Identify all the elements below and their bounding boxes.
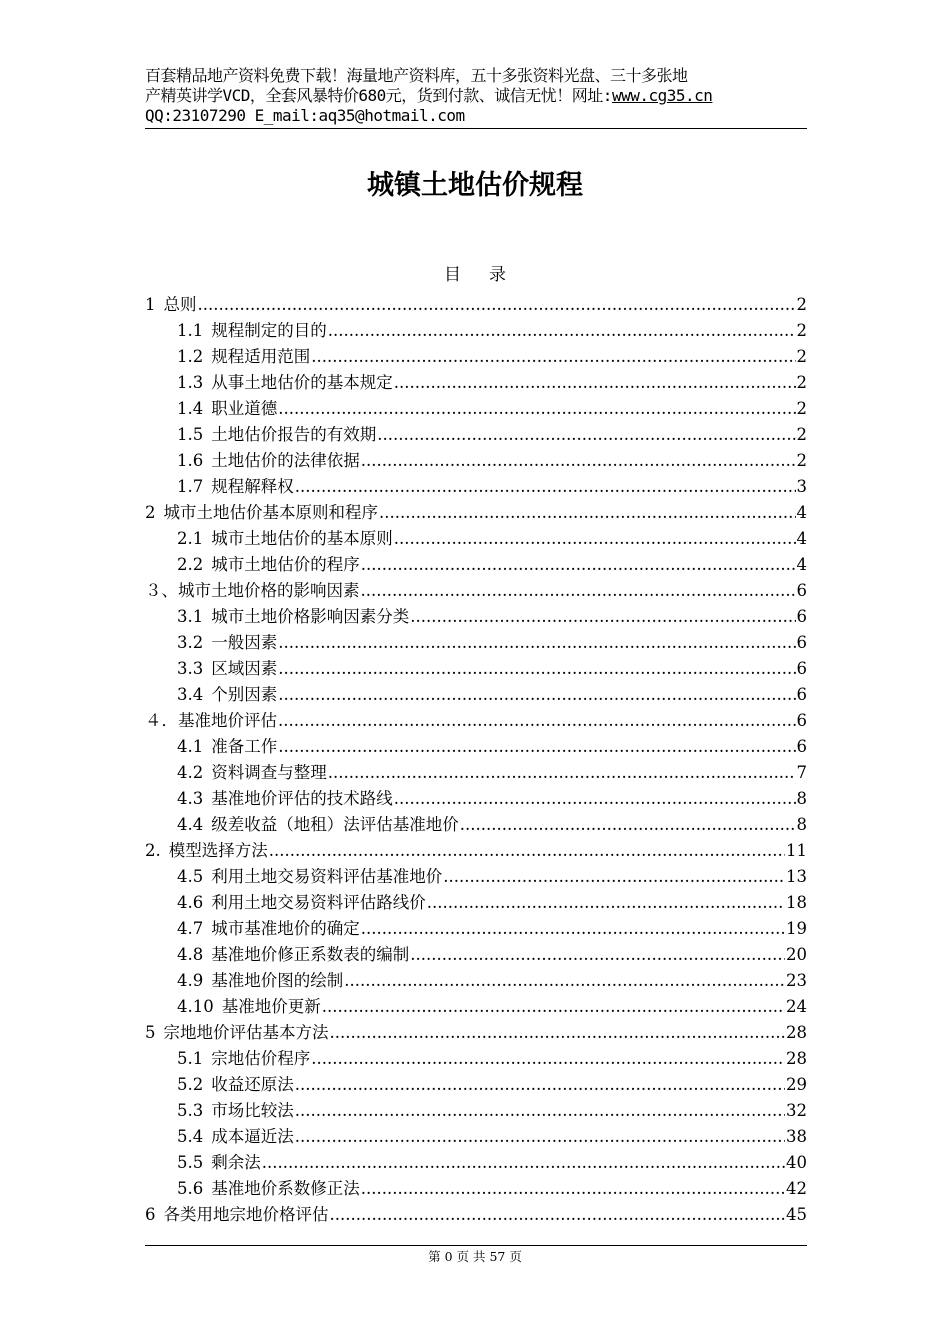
toc-entry[interactable] bbox=[145, 1121, 807, 1147]
toc-entry-number: 2 bbox=[145, 503, 156, 522]
toc-entry-label: 基准地价评估的技术路线 bbox=[211, 789, 393, 808]
toc-dot-leader bbox=[394, 373, 796, 393]
toc-entry[interactable] bbox=[145, 471, 807, 497]
toc-entry-page: 38 bbox=[786, 1127, 807, 1146]
toc-entry-number: 5.1 bbox=[177, 1049, 204, 1068]
toc-entry[interactable] bbox=[145, 315, 807, 341]
toc-entry-page: 2 bbox=[796, 373, 807, 392]
toc-entry[interactable] bbox=[145, 679, 807, 705]
toc-entry[interactable] bbox=[145, 705, 807, 731]
toc-entry-label: 剩余法 bbox=[211, 1153, 261, 1172]
toc-entry-number: 1.6 bbox=[177, 451, 204, 470]
toc-entry-label: 城市基准地价的确定 bbox=[211, 919, 360, 938]
toc-entry-label: 土地估价报告的有效期 bbox=[211, 425, 377, 444]
toc-dot-leader bbox=[295, 1101, 785, 1121]
toc-entry-label: 区域因素 bbox=[211, 659, 278, 678]
toc-entry-number: 4.4 bbox=[177, 815, 204, 834]
toc-entry[interactable] bbox=[145, 497, 807, 523]
toc-entry-number: 1.7 bbox=[177, 477, 204, 496]
toc-entry-page: 4 bbox=[796, 555, 807, 574]
toc-dot-leader bbox=[328, 763, 796, 783]
toc-entry-label: 准备工作 bbox=[211, 737, 278, 756]
toc-entry-label: 各类用地宗地价格评估 bbox=[163, 1205, 329, 1224]
toc-entry-label: 城市土地价格影响因素分类 bbox=[211, 607, 410, 626]
toc-entry-page: 4 bbox=[796, 529, 807, 548]
toc-dot-leader bbox=[278, 399, 795, 419]
toc-entry-number: 5 bbox=[145, 1023, 156, 1042]
toc-entry[interactable] bbox=[145, 731, 807, 757]
toc-dot-leader bbox=[344, 971, 785, 991]
toc-entry-number: 2. bbox=[145, 841, 161, 860]
table-of-contents bbox=[145, 289, 807, 1225]
toc-entry-label: 规程制定的目的 bbox=[211, 321, 327, 340]
toc-entry-page: 8 bbox=[796, 815, 807, 834]
toc-dot-leader bbox=[427, 893, 785, 913]
header-line-2 bbox=[145, 86, 807, 106]
toc-entry-label: 个别因素 bbox=[211, 685, 278, 704]
toc-dot-leader bbox=[361, 555, 796, 575]
header-line-1: 百套精品地产资料免费下载！海量地产资料库，五十多张资料光盘、三十多张地 bbox=[145, 66, 688, 85]
toc-entry-label: 宗地地价评估基本方法 bbox=[163, 1023, 329, 1042]
toc-dot-leader bbox=[269, 841, 785, 861]
toc-entry-page: 3 bbox=[796, 477, 807, 496]
toc-entry-label: 城市土地估价的基本原则 bbox=[211, 529, 393, 548]
toc-dot-leader bbox=[361, 1179, 785, 1199]
toc-entry[interactable] bbox=[145, 809, 807, 835]
toc-entry-page: 6 bbox=[796, 737, 807, 756]
toc-dot-leader bbox=[377, 425, 795, 445]
toc-entry[interactable] bbox=[145, 913, 807, 939]
toc-dot-leader bbox=[278, 659, 795, 679]
toc-entry-label: 城市土地估价基本原则和程序 bbox=[163, 503, 378, 522]
toc-entry-label: 规程适用范围 bbox=[211, 347, 311, 366]
toc-entry-label: 级差收益（地租）法评估基准地价 bbox=[211, 815, 459, 834]
toc-entry-label: 基准地价系数修正法 bbox=[211, 1179, 360, 1198]
toc-entry[interactable] bbox=[145, 887, 807, 913]
toc-entry[interactable] bbox=[145, 757, 807, 783]
toc-dot-leader bbox=[311, 1049, 785, 1069]
toc-entry-page: 6 bbox=[796, 711, 807, 730]
toc-entry-label: 市场比较法 bbox=[211, 1101, 294, 1120]
toc-entry-label: 从事土地估价的基本规定 bbox=[211, 373, 393, 392]
toc-entry-page: 2 bbox=[796, 425, 807, 444]
toc-entry-label: 利用土地交易资料评估路线价 bbox=[211, 893, 426, 912]
toc-entry-number: 3.2 bbox=[177, 633, 204, 652]
toc-entry-page: 2 bbox=[796, 295, 807, 314]
toc-entry-label: 利用土地交易资料评估基准地价 bbox=[211, 867, 443, 886]
toc-entry-page: 4 bbox=[796, 503, 807, 522]
toc-entry-number: 4.2 bbox=[177, 763, 204, 782]
toc-entry-number: 2.1 bbox=[177, 529, 204, 548]
toc-dot-leader bbox=[394, 789, 796, 809]
toc-entry[interactable] bbox=[145, 393, 807, 419]
toc-entry[interactable] bbox=[145, 991, 807, 1017]
toc-dot-leader bbox=[322, 997, 785, 1017]
toc-entry-number: 4.10 bbox=[177, 997, 214, 1016]
document-title: 城镇土地估价规程 bbox=[367, 170, 583, 201]
toc-entry-label: 成本逼近法 bbox=[211, 1127, 294, 1146]
toc-entry-number: 2.2 bbox=[177, 555, 204, 574]
toc-entry-page: 45 bbox=[786, 1205, 807, 1224]
toc-entry-number: 1 bbox=[145, 295, 156, 314]
toc-dot-leader bbox=[330, 1205, 786, 1225]
toc-dot-leader bbox=[330, 1023, 786, 1043]
toc-entry-page: 23 bbox=[786, 971, 807, 990]
toc-dot-leader bbox=[278, 737, 795, 757]
toc-entry-page: 2 bbox=[796, 321, 807, 340]
toc-entry-label: 基准地价修正系数表的编制 bbox=[211, 945, 410, 964]
toc-entry-number: 5.2 bbox=[177, 1075, 204, 1094]
toc-dot-leader bbox=[278, 685, 795, 705]
toc-entry-label: 城市土地估价的程序 bbox=[211, 555, 360, 574]
toc-dot-leader bbox=[379, 503, 796, 523]
toc-dot-leader bbox=[410, 607, 795, 627]
toc-entry-label: 职业道德 bbox=[211, 399, 278, 418]
toc-entry-number: 1.4 bbox=[177, 399, 204, 418]
toc-dot-leader bbox=[262, 1153, 785, 1173]
toc-dot-leader bbox=[328, 321, 796, 341]
toc-entry-number: 1.3 bbox=[177, 373, 204, 392]
toc-entry[interactable] bbox=[145, 653, 807, 679]
toc-entry[interactable] bbox=[145, 627, 807, 653]
toc-entry-page: 19 bbox=[786, 919, 807, 938]
toc-entry-label: 土地估价的法律依据 bbox=[211, 451, 360, 470]
toc-entry-page: 42 bbox=[786, 1179, 807, 1198]
toc-entry[interactable] bbox=[145, 601, 807, 627]
toc-entry-number: 1.1 bbox=[177, 321, 204, 340]
toc-entry-label: 城市土地价格的影响因素 bbox=[178, 581, 360, 600]
toc-dot-leader bbox=[443, 867, 785, 887]
toc-entry-number: 4.8 bbox=[177, 945, 204, 964]
toc-entry-number: 4.3 bbox=[177, 789, 204, 808]
toc-entry[interactable] bbox=[145, 445, 807, 471]
toc-entry-number: 4.7 bbox=[177, 919, 204, 938]
toc-entry-number: 3.1 bbox=[177, 607, 204, 626]
toc-entry[interactable] bbox=[145, 419, 807, 445]
toc-dot-leader bbox=[295, 477, 796, 497]
toc-entry-number: 4.1 bbox=[177, 737, 204, 756]
toc-entry-number: 3.4 bbox=[177, 685, 204, 704]
toc-entry[interactable] bbox=[145, 939, 807, 965]
toc-entry-page: 6 bbox=[796, 659, 807, 678]
toc-entry-page: 7 bbox=[796, 763, 807, 782]
toc-entry-page: 24 bbox=[786, 997, 807, 1016]
toc-entry-number: ３、 bbox=[145, 581, 178, 600]
toc-dot-leader bbox=[361, 919, 785, 939]
toc-heading-char-1: 目 bbox=[444, 265, 461, 285]
toc-entry[interactable] bbox=[145, 783, 807, 809]
toc-entry[interactable] bbox=[145, 575, 807, 601]
header-line-3: QQ:23107290 E_mail:aq35@hotmail.com bbox=[145, 106, 465, 125]
toc-entry-label: 宗地估价程序 bbox=[211, 1049, 311, 1068]
toc-entry-page: 20 bbox=[786, 945, 807, 964]
toc-entry[interactable] bbox=[145, 965, 807, 991]
toc-entry-number: 4.6 bbox=[177, 893, 204, 912]
toc-entry-page: 2 bbox=[796, 347, 807, 366]
toc-entry[interactable] bbox=[145, 549, 807, 575]
toc-dot-leader bbox=[361, 451, 796, 471]
toc-entry-number: 4.5 bbox=[177, 867, 204, 886]
toc-entry[interactable] bbox=[145, 1173, 807, 1199]
toc-entry-label: 资料调查与整理 bbox=[211, 763, 327, 782]
toc-entry-number: 3.3 bbox=[177, 659, 204, 678]
toc-dot-leader bbox=[361, 581, 796, 601]
toc-entry-page: 6 bbox=[796, 607, 807, 626]
toc-entry-page: 28 bbox=[786, 1023, 807, 1042]
toc-dot-leader bbox=[460, 815, 796, 835]
toc-heading-char-2: 录 bbox=[489, 265, 506, 285]
header-line-2-text: 产精英讲学VCD，全套风暴特价680元，货到付款、诚信无忧！网址: bbox=[145, 86, 612, 105]
toc-dot-leader bbox=[394, 529, 796, 549]
toc-entry[interactable] bbox=[145, 1095, 807, 1121]
toc-entry[interactable] bbox=[145, 1147, 807, 1173]
toc-entry-page: 2 bbox=[796, 399, 807, 418]
toc-entry-label: 一般因素 bbox=[211, 633, 278, 652]
toc-entry-label: 模型选择方法 bbox=[168, 841, 268, 860]
website-link[interactable]: www.cg35.cn bbox=[611, 86, 713, 105]
toc-entry[interactable] bbox=[145, 1043, 807, 1069]
toc-entry-page: 6 bbox=[796, 685, 807, 704]
toc-entry-number: 5.4 bbox=[177, 1127, 204, 1146]
toc-entry[interactable] bbox=[145, 1017, 807, 1043]
toc-entry-number: 5.5 bbox=[177, 1153, 204, 1172]
toc-entry-page: 6 bbox=[796, 633, 807, 652]
toc-entry-page: 13 bbox=[786, 867, 807, 886]
toc-entry-number: 1.2 bbox=[177, 347, 204, 366]
toc-entry-page: 11 bbox=[786, 841, 807, 860]
toc-entry[interactable] bbox=[145, 341, 807, 367]
toc-entry[interactable] bbox=[145, 861, 807, 887]
toc-entry-label: 基准地价图的绘制 bbox=[211, 971, 344, 990]
toc-entry-page: 28 bbox=[786, 1049, 807, 1068]
toc-entry[interactable] bbox=[145, 523, 807, 549]
toc-entry-number: 5.6 bbox=[177, 1179, 204, 1198]
toc-entry-page: 2 bbox=[796, 451, 807, 470]
toc-entry-label: 总则 bbox=[163, 295, 197, 314]
toc-entry-page: 40 bbox=[786, 1153, 807, 1172]
toc-entry-number: 1.5 bbox=[177, 425, 204, 444]
toc-entry[interactable] bbox=[145, 367, 807, 393]
toc-entry-page: 18 bbox=[786, 893, 807, 912]
toc-dot-leader bbox=[410, 945, 785, 965]
toc-heading bbox=[0, 264, 950, 286]
toc-entry-label: 基准地价评估 bbox=[178, 711, 277, 730]
footer-divider bbox=[145, 1245, 807, 1246]
toc-entry-page: 29 bbox=[786, 1075, 807, 1094]
toc-entry[interactable] bbox=[145, 835, 807, 861]
toc-entry-number: ４． bbox=[145, 711, 178, 730]
toc-dot-leader bbox=[295, 1127, 785, 1147]
toc-dot-leader bbox=[295, 1075, 785, 1095]
page-footer: 第 0 页 共 57 页 bbox=[428, 1249, 522, 1264]
toc-dot-leader bbox=[278, 711, 796, 731]
toc-entry-label: 基准地价更新 bbox=[221, 997, 321, 1016]
toc-entry-page: 8 bbox=[796, 789, 807, 808]
toc-dot-leader bbox=[198, 295, 796, 315]
toc-entry-label: 收益还原法 bbox=[211, 1075, 294, 1094]
toc-entry[interactable] bbox=[145, 289, 807, 315]
toc-dot-leader bbox=[311, 347, 795, 367]
toc-entry[interactable] bbox=[145, 1069, 807, 1095]
toc-entry-label: 规程解释权 bbox=[211, 477, 294, 496]
toc-entry-number: 6 bbox=[145, 1205, 156, 1224]
toc-entry-page: 6 bbox=[796, 581, 807, 600]
toc-entry-page: 32 bbox=[786, 1101, 807, 1120]
toc-entry[interactable] bbox=[145, 1199, 807, 1225]
toc-dot-leader bbox=[278, 633, 795, 653]
page-header bbox=[145, 66, 807, 129]
toc-entry-number: 4.9 bbox=[177, 971, 204, 990]
toc-entry-number: 5.3 bbox=[177, 1101, 204, 1120]
